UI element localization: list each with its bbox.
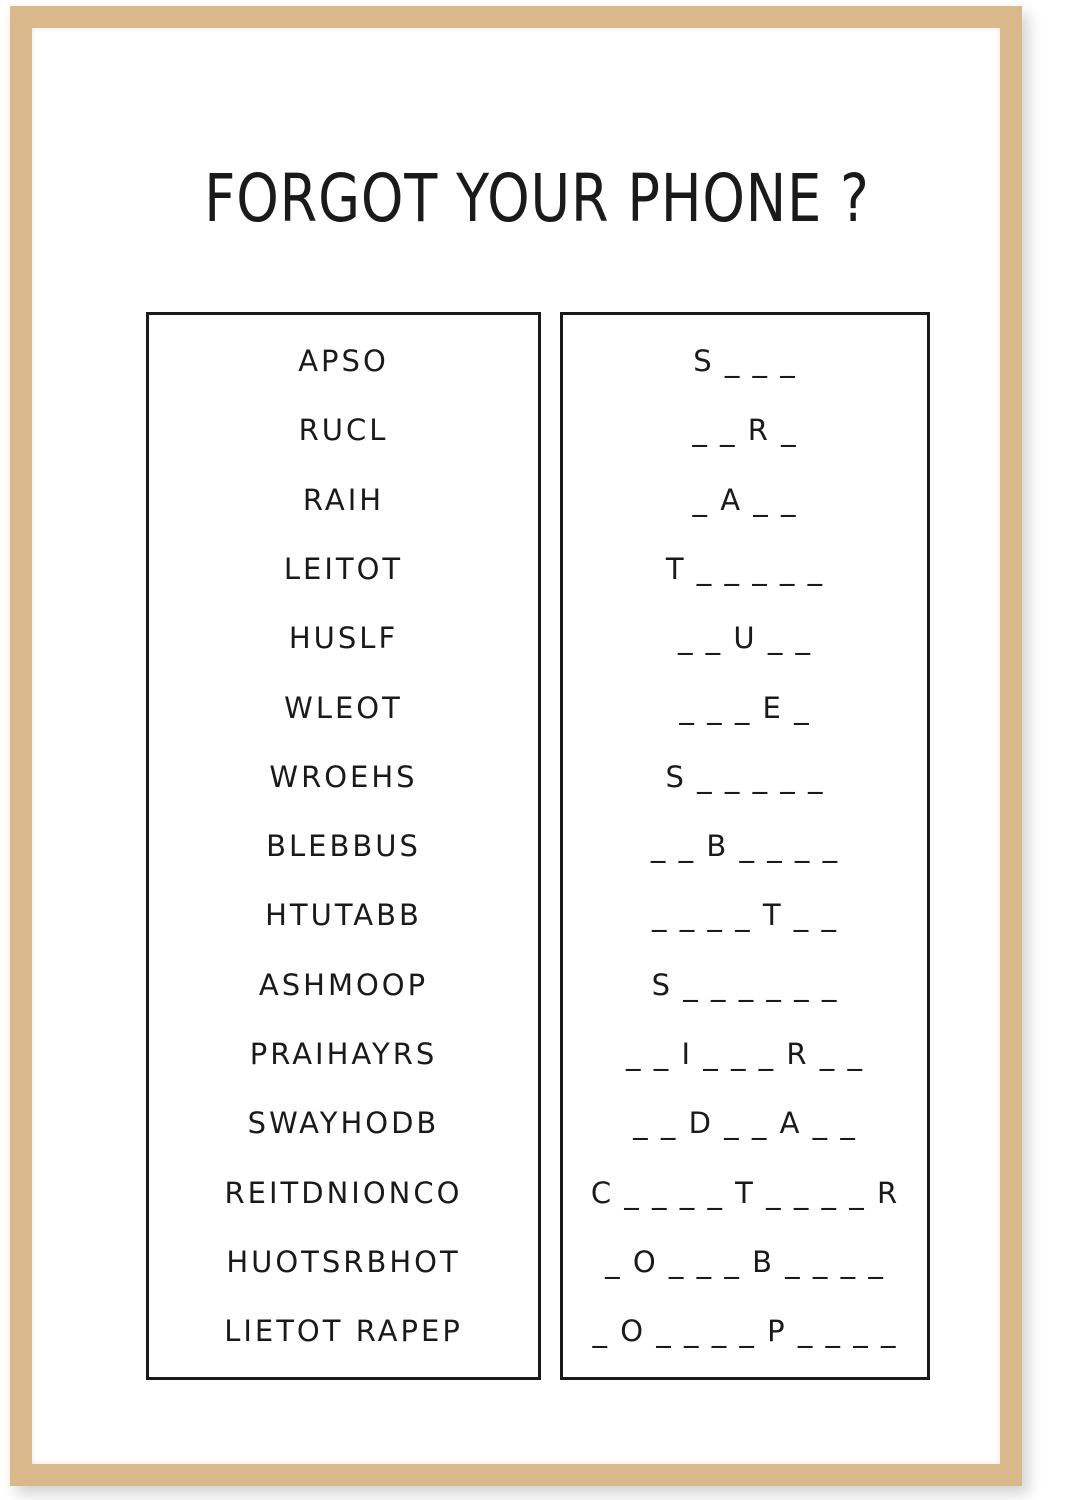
scrambled-word: WROEHS bbox=[269, 759, 418, 794]
answer-hint: _ A _ _ bbox=[692, 482, 798, 517]
scrambled-word: SWAYHODB bbox=[247, 1106, 440, 1141]
answer-hint: _ O _ _ _ B _ _ _ _ bbox=[605, 1244, 885, 1279]
scrambled-word: RUCL bbox=[298, 413, 389, 448]
scrambled-word: REITDNIONCO bbox=[224, 1175, 463, 1210]
answer-hint: C _ _ _ _ T _ _ _ _ R bbox=[590, 1175, 900, 1210]
scrambled-word: HTUTABB bbox=[265, 898, 422, 933]
answer-hint: S _ _ _ _ _ bbox=[665, 759, 825, 794]
poster-paper bbox=[32, 28, 1000, 1464]
scrambled-word: RAIH bbox=[302, 482, 385, 517]
scrambled-words-box bbox=[146, 312, 541, 1380]
scrambled-word: BLEBBUS bbox=[266, 829, 421, 864]
answer-hints-box bbox=[560, 312, 930, 1380]
answer-hint: S _ _ _ _ _ _ bbox=[651, 967, 839, 1002]
scrambled-word: HUOTSRBHOT bbox=[226, 1244, 461, 1279]
answer-hint: _ _ _ E _ bbox=[679, 690, 811, 725]
answer-hint: _ _ B _ _ _ _ bbox=[650, 829, 840, 864]
scrambled-word: ASHMOOP bbox=[258, 967, 429, 1002]
scrambled-word: WLEOT bbox=[284, 690, 403, 725]
answer-hint: _ O _ _ _ _ P _ _ _ _ bbox=[592, 1314, 898, 1349]
answer-hint: _ _ R _ bbox=[692, 413, 798, 448]
answer-hint: T _ _ _ _ _ bbox=[665, 551, 825, 586]
poster-title: FORGOT YOUR PHONE ? bbox=[204, 160, 870, 237]
scrambled-word: HUSLF bbox=[288, 621, 399, 656]
scrambled-word: APSO bbox=[298, 344, 389, 378]
answer-hint: _ _ U _ _ bbox=[677, 621, 813, 656]
scrambled-word: PRAIHAYRS bbox=[249, 1037, 438, 1071]
answer-hint: S _ _ _ bbox=[693, 344, 797, 378]
scrambled-word: LIETOT RAPEP bbox=[224, 1314, 463, 1349]
scrambled-word: LEITOT bbox=[283, 551, 404, 586]
answer-hint: _ _ D _ _ A _ _ bbox=[633, 1106, 857, 1141]
answer-hint: _ _ _ _ T _ _ bbox=[651, 898, 839, 933]
answer-hint: _ _ I _ _ _ R _ _ bbox=[626, 1037, 864, 1071]
